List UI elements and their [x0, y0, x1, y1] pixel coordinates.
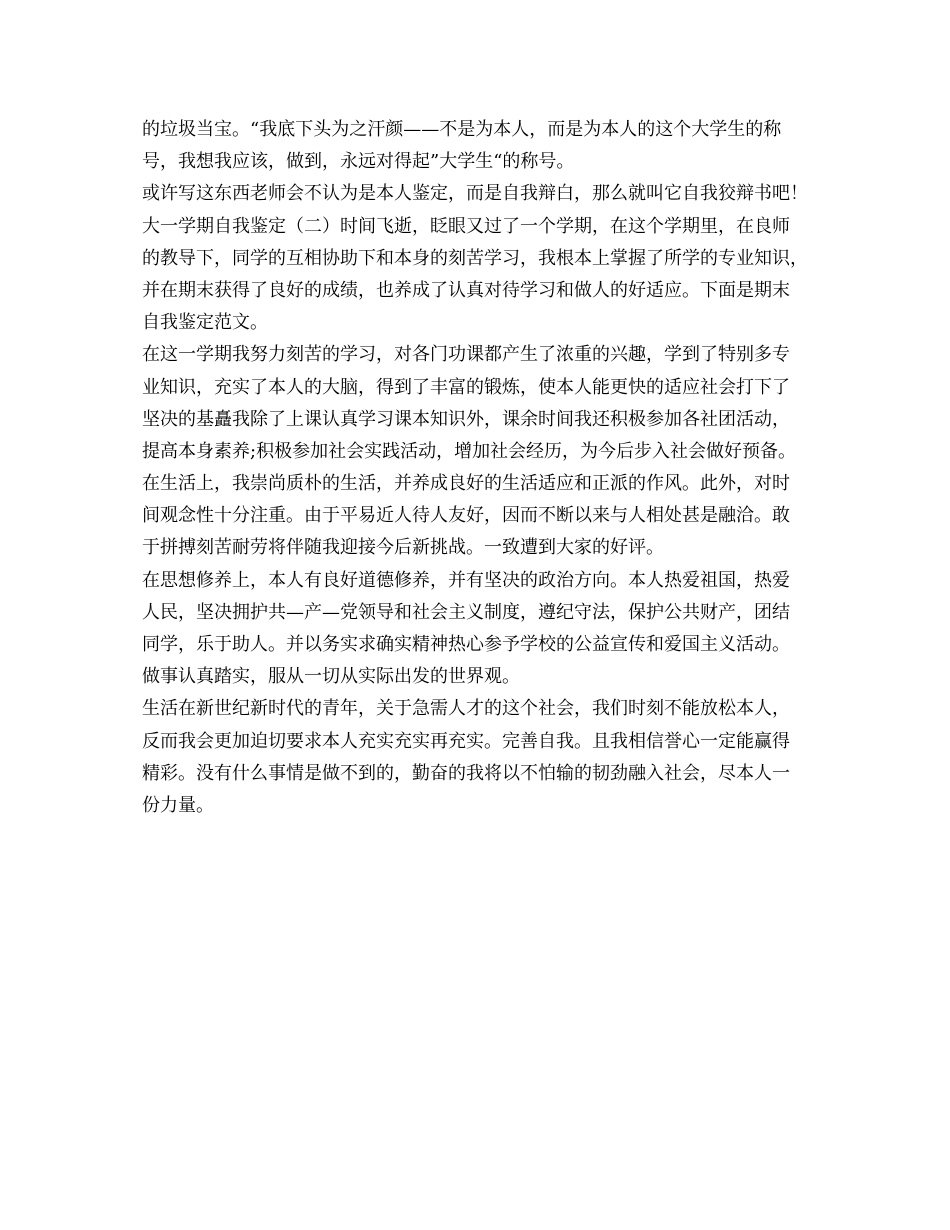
text-line: 的教导下，同学的互相协助下和本身的刻苦学习，我根本上掌握了所学的专业知识， [142, 247, 808, 269]
text-line: 间观念性十分注重。由于平易近人待人友好，因而不断以来与人相处甚是融洽。敢 [142, 505, 790, 527]
text-line: 大一学期自我鉴定（二）时间飞逝，眨眼又过了一个学期，在这个学期里，在良师 [142, 215, 790, 237]
text-line: 精彩。没有什么事情是做不到的，勤奋的我将以不怕输的韧劲融入社会，尽本人一 [142, 762, 790, 784]
text-line: 生活在新世纪新时代的青年，关于急需人才的这个社会，我们时刻不能放松本人， [142, 698, 790, 720]
text-line: 反而我会更加迫切要求本人充实充实再充实。完善自我。且我相信誉心一定能赢得 [142, 730, 790, 752]
text-line: 在生活上，我崇尚质朴的生活，并养成良好的生活适应和正派的作风。此外，对时 [142, 473, 790, 495]
text-line: 坚决的基矗我除了上课认真学习课本知识外，课余时间我还积极参加各社团活动， [142, 408, 790, 430]
text-line: 在思想修养上，本人有良好道德修养，并有坚决的政治方向。本人热爱祖国，热爱 [142, 569, 790, 591]
text-line: 做事认真踏实，服从一切从实际出发的世界观。 [142, 666, 520, 688]
document-body [142, 114, 822, 822]
text-line: 业知识，充实了本人的大脑，得到了丰富的锻炼，使本人能更快的适应社会打下了 [142, 376, 790, 398]
text-line: 并在期末获得了良好的成绩，也养成了认真对待学习和做人的好适应。下面是期末 [142, 279, 790, 301]
text-line: 号，我想我应该，做到，永远对得起”大学生“的称号。 [142, 151, 575, 173]
text-line: 提高本身素养;积极参加社会实践活动，增加社会经历，为今后步入社会做好预备。 [142, 440, 797, 462]
text-line: 同学，乐于助人。并以务实求确实精神热心参予学校的公益宣传和爱国主义活动。 [142, 634, 790, 655]
text-line: 或许写这东西老师会不认为是本人鉴定，而是自我辩白，那么就叫它自我狡辩书吧！ [142, 183, 808, 205]
text-line: 自我鉴定范文。 [142, 312, 268, 334]
text-line: 人民，坚决拥护共—产—党领导和社会主义制度，遵纪守法，保护公共财产，团结 [142, 601, 790, 623]
text-line: 于拼搏刻苦耐劳将伴随我迎接今后新挑战。一致遭到大家的好评。 [142, 537, 664, 559]
text-line: 份力量。 [142, 794, 214, 816]
text-line: 的垃圾当宝。“我底下头为之汗颜——不是为本人，而是为本人的这个大学生的称 [142, 119, 782, 140]
text-line: 在这一学期我努力刻苦的学习，对各门功课都产生了浓重的兴趣，学到了特别多专 [142, 344, 790, 366]
